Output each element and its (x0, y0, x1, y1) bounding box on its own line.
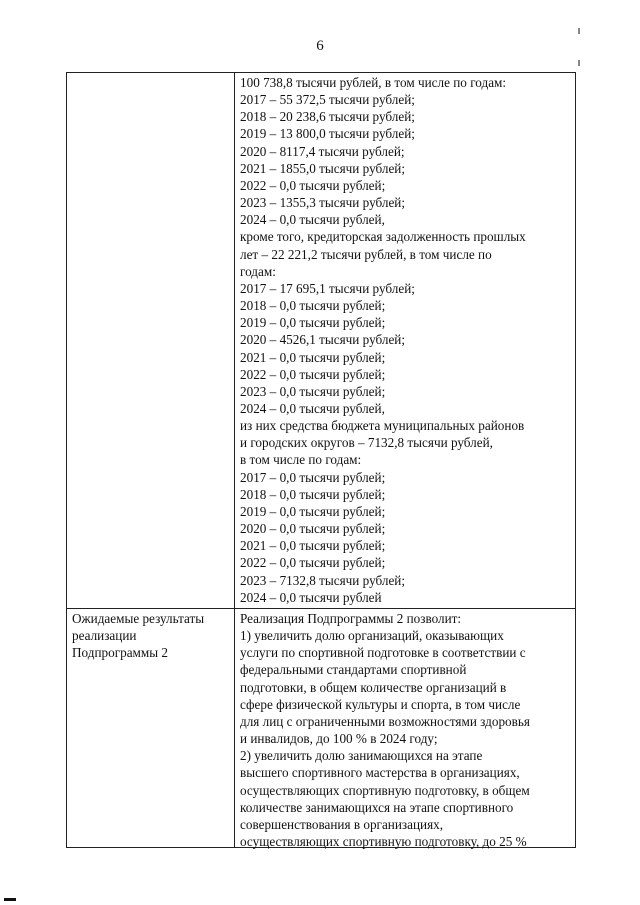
results-label-line: Подпрограммы 2 (72, 645, 168, 661)
table-column-divider (234, 73, 235, 847)
results-text-line: для лиц с ограниченными возможностями здоровья (240, 713, 530, 729)
funding-text-line: 2022 – 0,0 тысячи рублей; (240, 177, 386, 193)
funding-text-line: 2017 – 0,0 тысячи рублей; (240, 469, 386, 485)
funding-text-line: 2024 – 0,0 тысячи рублей, (240, 400, 385, 416)
funding-text-line: 2020 – 0,0 тысячи рублей; (240, 521, 386, 537)
funding-text-line: кроме того, кредиторская задолженность прошлых (240, 229, 526, 245)
funding-text-line: и городских округов – 7132,8 тысячи рублей, (240, 435, 493, 451)
table-row-divider (67, 608, 575, 609)
scan-mark (578, 60, 580, 66)
results-text-line: и инвалидов, до 100 % в 2024 году; (240, 731, 438, 747)
results-text-line: 2) увеличить долю занимающихся на этапе (240, 748, 483, 764)
scan-mark (578, 28, 580, 34)
funding-text-line: из них средства бюджета муниципальных районов (240, 418, 525, 434)
funding-text-line: 2022 – 0,0 тысячи рублей; (240, 366, 386, 382)
funding-text-line: 2023 – 1355,3 тысячи рублей; (240, 195, 406, 211)
results-text-line: сфере физической культуры и спорта, в том числе (240, 696, 521, 712)
funding-text-line: лет – 22 221,2 тысячи рублей, в том числе по (240, 246, 492, 262)
funding-text-line: 2023 – 7132,8 тысячи рублей; (240, 572, 406, 588)
results-text-line: Реализация Подпрограммы 2 позволит: (240, 611, 462, 626)
results-text-line: подготовки, в общем количестве организаций в (240, 679, 507, 695)
funding-cell (240, 74, 526, 606)
funding-text-line: 2021 – 0,0 тысячи рублей; (240, 349, 386, 365)
funding-text-line: 2024 – 0,0 тысячи рублей (240, 589, 382, 605)
funding-text-line: 100 738,8 тысячи рублей, в том числе по годам: (240, 75, 507, 90)
funding-text-line: 2017 – 55 372,5 тысячи рублей; (240, 92, 415, 108)
results-text-line: осуществляющих спортивную подготовку, до 25 % (240, 834, 527, 850)
results-text-line: количестве занимающихся на этапе спортивного (240, 799, 514, 815)
funding-text-line: 2022 – 0,0 тысячи рублей; (240, 555, 386, 571)
funding-text-line: в том числе по годам: (240, 452, 362, 468)
funding-text-line: 2023 – 0,0 тысячи рублей; (240, 383, 386, 399)
results-label-line: Ожидаемые результаты (72, 611, 205, 626)
funding-text-line: 2021 – 0,0 тысячи рублей; (240, 538, 386, 554)
margin-mark (4, 898, 16, 901)
results-label-cell (72, 610, 204, 661)
funding-text-line: 2021 – 1855,0 тысячи рублей; (240, 160, 406, 176)
results-label-line: реализации (72, 628, 137, 644)
funding-text-line: 2020 – 8117,4 тысячи рублей; (240, 143, 405, 159)
results-text-line: федеральными стандартами спортивной (240, 662, 467, 678)
results-text-line: высшего спортивного мастерства в организациях, (240, 765, 520, 781)
results-text-line: услуги по спортивной подготовке в соответствии с (240, 645, 526, 661)
document-table (66, 72, 576, 848)
funding-text-line: 2019 – 0,0 тысячи рублей; (240, 315, 386, 331)
funding-text-line: 2019 – 13 800,0 тысячи рублей; (240, 126, 415, 142)
results-text-line: 1) увеличить долю организаций, оказывающих (240, 628, 504, 644)
results-text-line: совершенствования в организациях, (240, 816, 444, 832)
funding-text-line: 2018 – 20 238,6 тысячи рублей; (240, 109, 415, 125)
results-cell (240, 610, 530, 850)
funding-text-line: 2018 – 0,0 тысячи рублей; (240, 486, 386, 502)
funding-text-line: 2024 – 0,0 тысячи рублей, (240, 212, 385, 228)
funding-text-line: 2020 – 4526,1 тысячи рублей; (240, 332, 406, 348)
funding-text-line: 2018 – 0,0 тысячи рублей; (240, 298, 386, 314)
results-text-line: осуществляющих спортивную подготовку, в общем (240, 782, 530, 798)
funding-text-line: 2019 – 0,0 тысячи рублей; (240, 503, 386, 519)
page-number: 6 (316, 38, 324, 54)
funding-text-line: годам: (240, 263, 276, 279)
funding-text-line: 2017 – 17 695,1 тысячи рублей; (240, 280, 415, 296)
